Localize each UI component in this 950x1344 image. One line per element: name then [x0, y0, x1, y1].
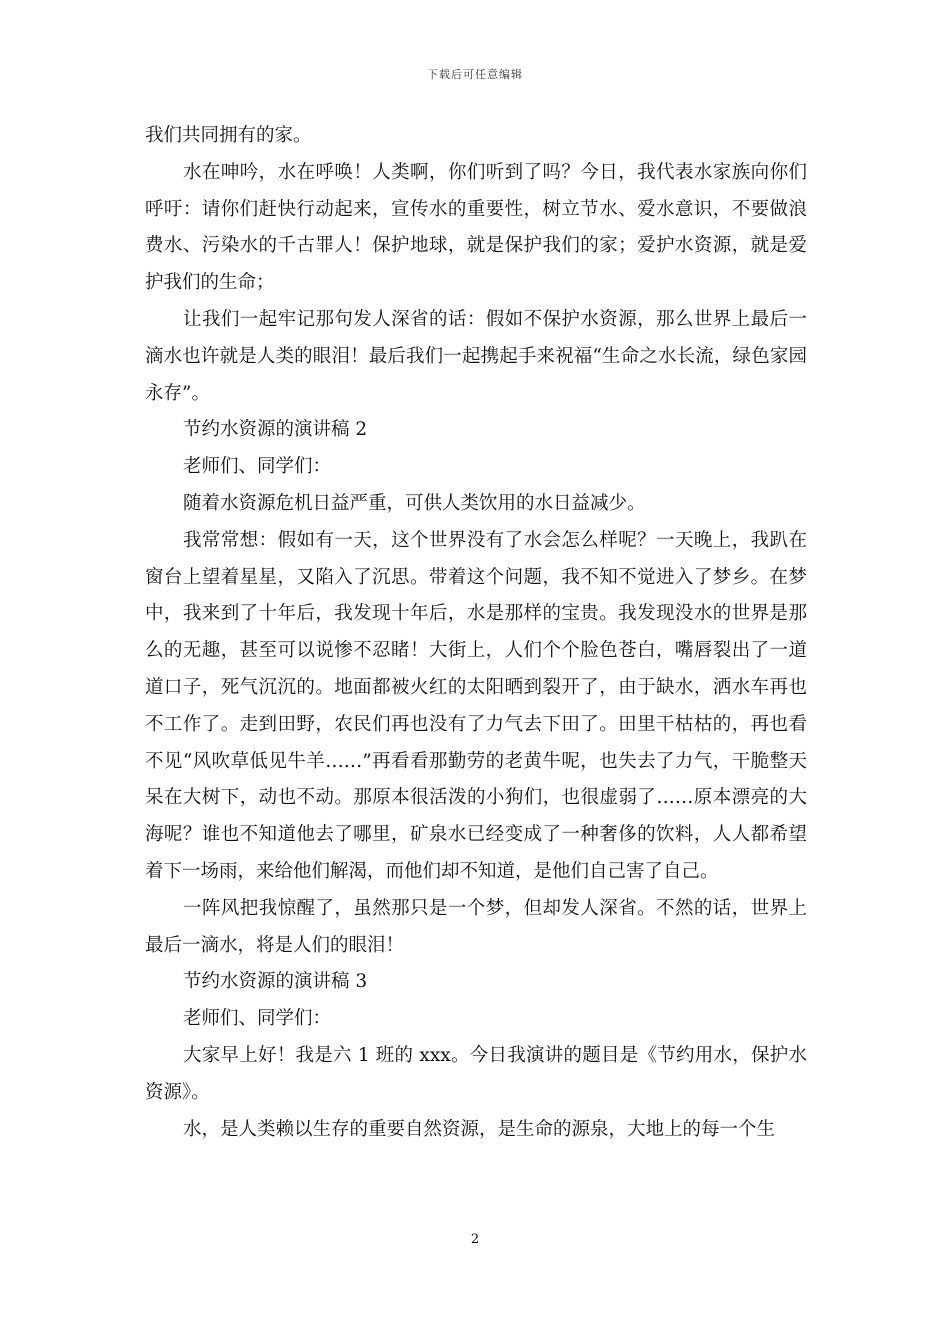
paragraph: 我常常想：假如有一天，这个世界没有了水会怎么样呢？一天晚上，我趴在窗台上望着星星，又陷入了沉思。带着这个问题，我不知不觉进入了梦乡。在梦中，我来到了十年后，我发现十年后，水是那样的宝贵。我发现没水的世界是那么的无趣，甚至可以说惨不忍睹！大街上，人们个个脸色苍白，嘴唇裂出了一道道口子，死气沉沉的。地面都被火红的太阳晒到裂开了，由于缺水，洒水车再也不工作了。走到田野，农民们再也没有了力气去下田了。田里干枯枯的，再也看不见“风吹草低见牛羊……”再看看那勤劳的老黄牛呢，也失去了力气，干脆整天呆在大树下，动也不动。那原本很活泼的小狗们，也很虚弱了……原本漂亮的大海呢？谁也不知道他去了哪里，矿泉水已经变成了一种奢侈的饮料，人人都希望着下一场雨，来给他们解渴，而他们却不知道，是他们自己害了自己。	[145, 529, 807, 882]
salutation: 老师们、同学们：	[183, 456, 332, 478]
page-number: 2	[470, 1232, 480, 1247]
section-heading: 节约水资源的演讲稿 2	[183, 419, 368, 441]
paragraph: 我们共同拥有的家。	[145, 125, 312, 146]
document-body	[145, 118, 807, 1148]
paragraph: 让我们一起牢记那句发人深省的话：假如不保护水资源，那么世界上最后一滴水也许就是人类的眼泪！最后我们一起携起手来祝福“生命之水长流，绿色家园永存”。	[145, 308, 807, 404]
page-header: 下载后可任意编辑	[427, 68, 523, 81]
paragraph: 水在呻吟，水在呼唤！人类啊，你们听到了吗？今日，我代表水家族向你们呼吁：请你们赶快行动起来，宣传水的重要性，树立节水、爱水意识，不要做浪费水、污染水的千古罪人！保护地球，就是保护我们的家；爱护水资源，就是爱护我们的生命；	[145, 161, 807, 294]
paragraph: 大家早上好！我是六 1 班的 xxx。今日我演讲的题目是《节约用水，保护水资源》。	[145, 1044, 807, 1103]
salutation: 老师们、同学们：	[183, 1008, 332, 1030]
paragraph: 水，是人类赖以生存的重要自然资源，是生命的源泉，大地上的每一个生	[183, 1118, 776, 1140]
section-heading: 节约水资源的演讲稿 3	[183, 971, 368, 993]
paragraph: 随着水资源危机日益严重，可供人类饮用的水日益减少。	[183, 492, 646, 514]
paragraph: 一阵风把我惊醒了，虽然那只是一个梦，但却发人深省。不然的话，世界上最后一滴水，将是人们的眼泪！	[145, 897, 807, 956]
